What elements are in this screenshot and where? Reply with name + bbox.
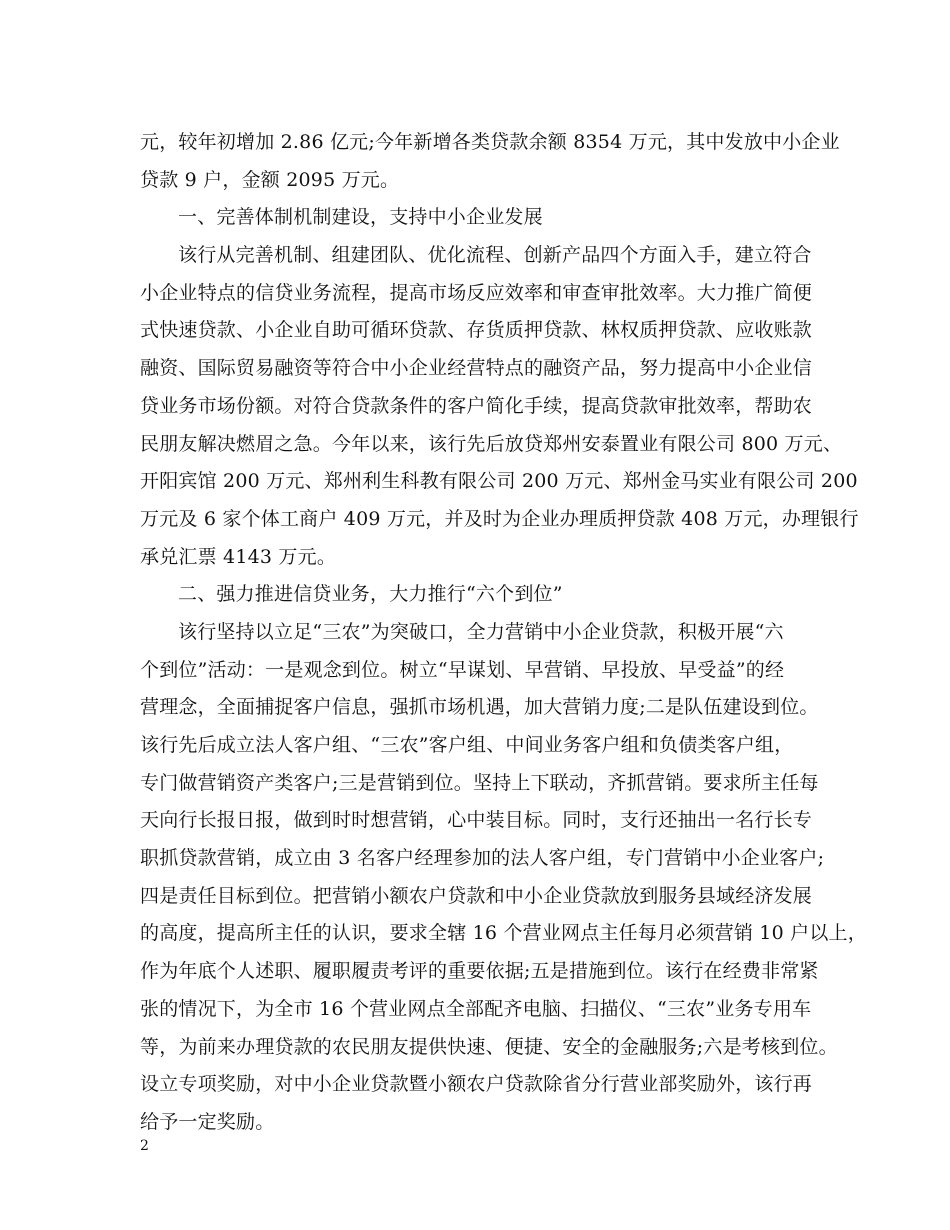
- text-line: 作为年底个人述职、履职履责考评的重要依据;五是措施到位。该行在经费非常紧: [140, 960, 819, 983]
- section-heading-2: 二、强力推进信贷业务，大力推行“六个到位”: [178, 583, 563, 606]
- text-line: 小企业特点的信贷业务流程，提高市场反应效率和审查审批效率。大力推广简便: [140, 281, 813, 304]
- text-line: 张的情况下，为全市 16 个营业网点全部配齐电脑、扫描仪、“三农”业务专用车: [140, 997, 812, 1020]
- text-line: 的高度，提高所主任的认识，要求全辖 16 个营业网点主任每月必须营销 10 户以上，: [140, 922, 867, 945]
- text-line: 给予一定奖励。: [140, 1110, 275, 1133]
- text-line: 营理念，全面捕捉客户信息，强抓市场机遇，加大营销力度;二是队伍建设到位。: [140, 696, 819, 719]
- text-line: 融资、国际贸易融资等符合中小企业经营特点的融资产品，努力提高中小企业信: [140, 357, 813, 380]
- text-line: 四是责任目标到位。把营销小额农户贷款和中小企业贷款放到服务县域经济发展: [140, 884, 813, 907]
- text-line: 职抓贷款营销，成立由 3 名客户经理参加的法人客户组，专门营销中小企业客户;: [140, 847, 825, 870]
- page-number: 2: [140, 1138, 149, 1154]
- text-line: 式快速贷款、小企业自助可循环贷款、存货质押贷款、林权质押贷款、应收账款: [140, 319, 813, 342]
- section-heading-1: 一、完善体制机制建设，支持中小企业发展: [178, 206, 543, 229]
- text-line: 设立专项奖励，对中小企业贷款暨小额农户贷款除省分行营业部奖励外，该行再: [140, 1073, 813, 1096]
- text-line: 承兑汇票 4143 万元。: [140, 545, 337, 568]
- text-line: 天向行长报日报，做到时时想营销，心中装目标。同时，支行还抽出一名行长专: [140, 809, 813, 832]
- text-line: 该行先后成立法人客户组、“三农”客户组、中间业务客户组和负债类客户组，: [140, 734, 794, 756]
- text-line: 元，较年初增加 2.86 亿元;今年新增各类贷款余额 8354 万元，其中发放中小企业: [140, 131, 840, 153]
- text-line: 贷款 9 户，金额 2095 万元。: [140, 168, 400, 191]
- text-line: 专门做营销资产类客户;三是营销到位。坚持上下联动，齐抓营销。要求所主任每: [140, 771, 819, 794]
- text-line: 该行坚持以立足“三农”为突破口，全力营销中小企业贷款，积极开展“六: [178, 620, 784, 643]
- text-line: 该行从完善机制、组建团队、优化流程、创新产品四个方面入手，建立符合: [178, 244, 812, 267]
- text-line: 开阳宾馆 200 万元、郑州利生科教有限公司 200 万元、郑州金马实业有限公司 200: [140, 470, 858, 493]
- text-line: 等，为前来办理贷款的农民朋友提供快速、便捷、安全的金融服务;六是考核到位。: [140, 1035, 838, 1058]
- text-line: 万元及 6 家个体工商户 409 万元，并及时为企业办理质押贷款 408 万元，办理银行: [140, 507, 859, 530]
- text-line: 个到位”活动：一是观念到位。树立“早谋划、早营销、早投放、早受益”的经: [140, 658, 785, 681]
- text-line: 贷业务市场份额。对符合贷款条件的客户简化手续，提高贷款审批效率，帮助农: [140, 394, 813, 417]
- body-text: [140, 124, 867, 1142]
- text-line: 民朋友解决燃眉之急。今年以来，该行先后放贷郑州安泰置业有限公司 800 万元、: [140, 432, 843, 455]
